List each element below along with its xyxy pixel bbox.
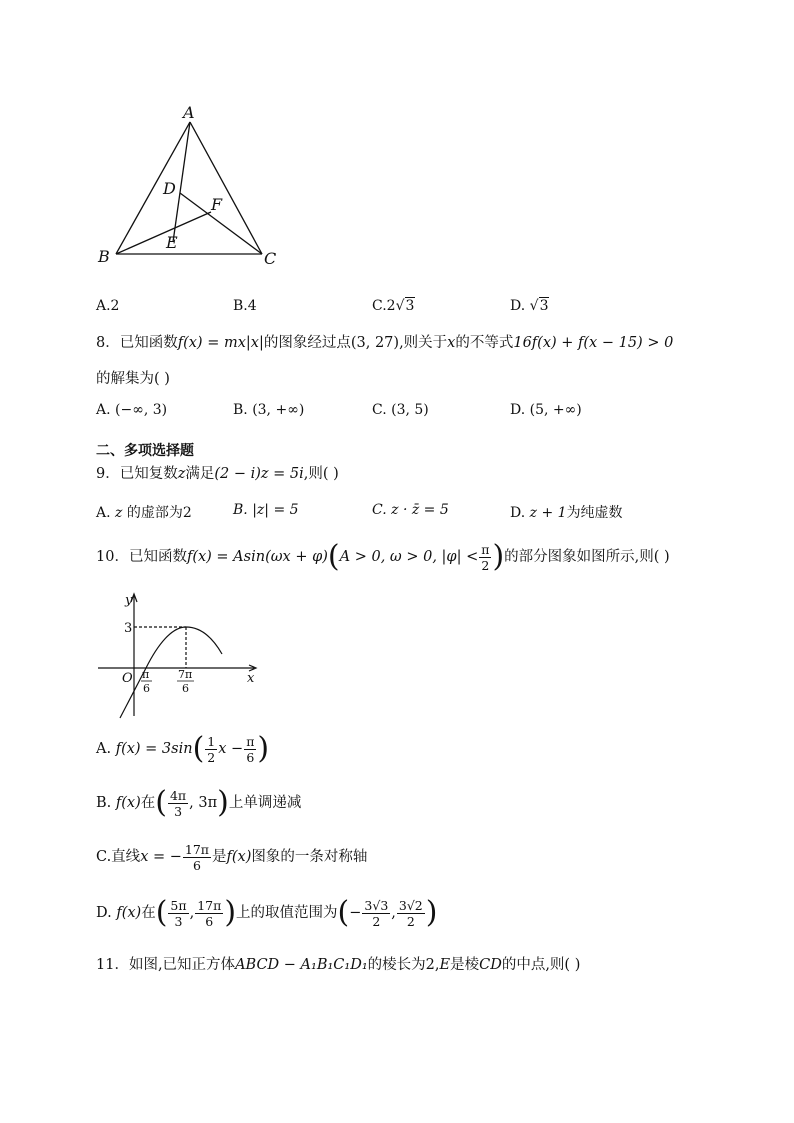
numerator: π [246,733,255,749]
q10-text: 的部分图象如图所示,则( ) [504,549,670,565]
denominator: 3 [174,913,183,929]
option-text: 图象的一条对称轴 [251,849,368,865]
radicand: 3 [539,298,549,314]
q8-text: 的图象经过点 [263,335,351,351]
q9-text: 满足 [185,466,215,482]
label-C: C [264,249,277,268]
edge-AB [116,122,190,254]
left-paren: ( [155,785,167,820]
q7-option-b: B.4 [233,298,257,314]
q8-option-a: A. (−∞, 3) [96,402,168,418]
option-letter: D. [510,505,526,521]
option-letter: D. [96,905,112,921]
option-letter: A. [96,505,111,521]
right-paren: ) [492,539,505,574]
origin-label: O [122,671,133,686]
question-number: 11． [96,957,129,973]
label-A: A [183,103,195,122]
numerator: 17π [184,841,210,857]
right-paren: ) [425,895,438,930]
option-text: 的虚部为2 [126,505,192,521]
fraction [168,898,188,929]
q9-var: z [177,466,186,482]
numerator: 17π [197,897,222,913]
left-paren: ( [155,895,168,930]
option-letter: D. [510,298,526,314]
denominator: 3 [174,803,183,819]
expr: , 3π [189,795,218,811]
expr: f(x) = 3sin [115,741,193,757]
q9-text: ,则( ) [303,466,339,482]
q8-option-c: C. (3, 5) [372,402,429,418]
q9-text: 已知复数 [119,466,178,482]
expr: f(x) [115,795,141,811]
triangle-figure [90,100,290,275]
q7-option-a: A.2 [96,298,120,314]
fraction [195,898,223,929]
expr: f(x) [226,849,252,865]
q8-text: ,则关于 [399,335,448,351]
q8-var: x [447,335,456,351]
left-paren: ( [337,895,350,930]
q11-stem [96,955,580,975]
q7-option-d [510,298,549,314]
numerator: π [481,541,490,557]
fraction [205,734,217,765]
max-label: 3 [124,621,133,636]
tick-7pi6-den: 6 [182,682,189,695]
q11-text: 的棱长为2, [367,957,440,973]
denominator: 6 [192,857,201,873]
q8-option-b: B. (3, +∞) [233,402,305,418]
var: z [115,505,123,521]
label-D: D [163,179,176,198]
q9-equation: (2 − i)z = 5i [214,466,304,482]
x-axis-label: x [247,671,255,686]
option-text: 上的取值范围为 [236,905,338,921]
q10-option-b [96,786,301,820]
numerator: 3√3 [364,897,389,913]
denominator: 2 [406,913,415,929]
tick-7pi6-num: 7π [178,668,193,681]
expr: x − [218,741,244,757]
denominator: 2 [481,557,490,573]
right-paren: ) [224,895,237,930]
q9-option-b: B. |z| = 5 [233,502,299,518]
section-title: 二、多项选择题 [96,443,194,459]
option-letter: B. [96,795,112,811]
option-letter: C. [372,298,387,314]
denominator: 6 [205,913,214,929]
option-text: 在 [140,795,156,811]
radicand: 3 [405,298,415,314]
sqrt-sign: √ [395,298,405,314]
tick-pi6-num: π [142,668,150,681]
q8-point: (3, 27) [350,335,400,351]
fraction [168,788,188,819]
q10-option-a [96,732,269,766]
fraction [244,734,256,765]
denominator: 2 [207,749,216,765]
label-E: E [166,233,178,252]
q8-stem [96,333,673,353]
sqrt-sign: √ [529,298,539,314]
q8-option-d: D. (5, +∞) [510,402,582,418]
q9-stem [96,464,339,484]
edge-AC [190,122,262,254]
option-text: 为纯虚数 [566,505,623,521]
left-paren: ( [327,539,340,574]
y-axis-label: y [125,593,133,608]
q10-func: f(x) = Asin(ωx + φ) [186,549,328,565]
sine-graph [94,588,269,720]
numerator: 4π [169,787,187,803]
q11-text: 的中点,则( ) [501,957,581,973]
fraction [362,898,390,929]
q8-stem-line2: 的解集为( ) [96,371,170,387]
expr: z + 1 [529,505,567,521]
q8-func: f(x) = mx|x| [177,335,264,351]
q11-cube: ABCD − A₁B₁C₁D₁ [235,957,368,973]
q11-var: E [439,957,451,973]
q11-text: 如图,已知正方体 [128,957,236,973]
numerator: 3√2 [398,897,423,913]
q10-option-c [96,840,367,874]
q9-option-c: C. z · z̄ = 5 [372,502,449,518]
q10-option-d: D. f(x)在( $\frac{5\pi}{3}$ , $\frac{17\pi}{6}$ )上的取值范围为(− $\frac{3√3}{2}$ , $\frac{3√2}{2}$ ) [96,895,438,930]
expr: x = − [140,849,182,865]
q10-cond: A > 0, ω > 0, |φ| < [339,549,479,565]
q10-text: 已知函数 [128,549,187,565]
question-number: 10． [96,549,129,565]
right-paren: ) [217,785,229,820]
numerator: 1 [207,733,216,749]
q11-text: 是棱 [450,957,480,973]
fraction [183,842,211,873]
coef: 2 [386,298,396,314]
q7-option-c [372,298,415,314]
label-B: B [98,247,110,266]
expr: f(x) [116,905,142,921]
q9-option-a [96,502,192,522]
segment-BF [116,212,211,254]
option-letter: C.直线 [96,849,141,865]
tick-pi6-den: 6 [143,682,150,695]
q8-text: 已知函数 [119,335,178,351]
right-paren: ) [257,731,270,766]
option-text: 是 [212,849,227,865]
sine-curve [120,627,222,718]
q9-option-d [510,502,623,522]
q11-edge: CD [479,957,502,973]
option-letter: A. [96,741,112,757]
q8-text: 的不等式 [455,335,514,351]
left-paren: ( [192,731,205,766]
question-number: 8． [96,335,120,351]
question-number: 9． [96,466,120,482]
fraction [479,542,491,573]
denominator: 2 [372,913,381,929]
q10-stem [96,540,670,574]
fraction [397,898,425,929]
option-text: 上单调递减 [228,795,302,811]
option-text: 在 [141,905,156,921]
q8-inequality: 16f(x) + f(x − 15) > 0 [513,335,674,351]
denominator: 6 [246,749,255,765]
numerator: 5π [170,897,187,913]
label-F: F [211,195,223,214]
